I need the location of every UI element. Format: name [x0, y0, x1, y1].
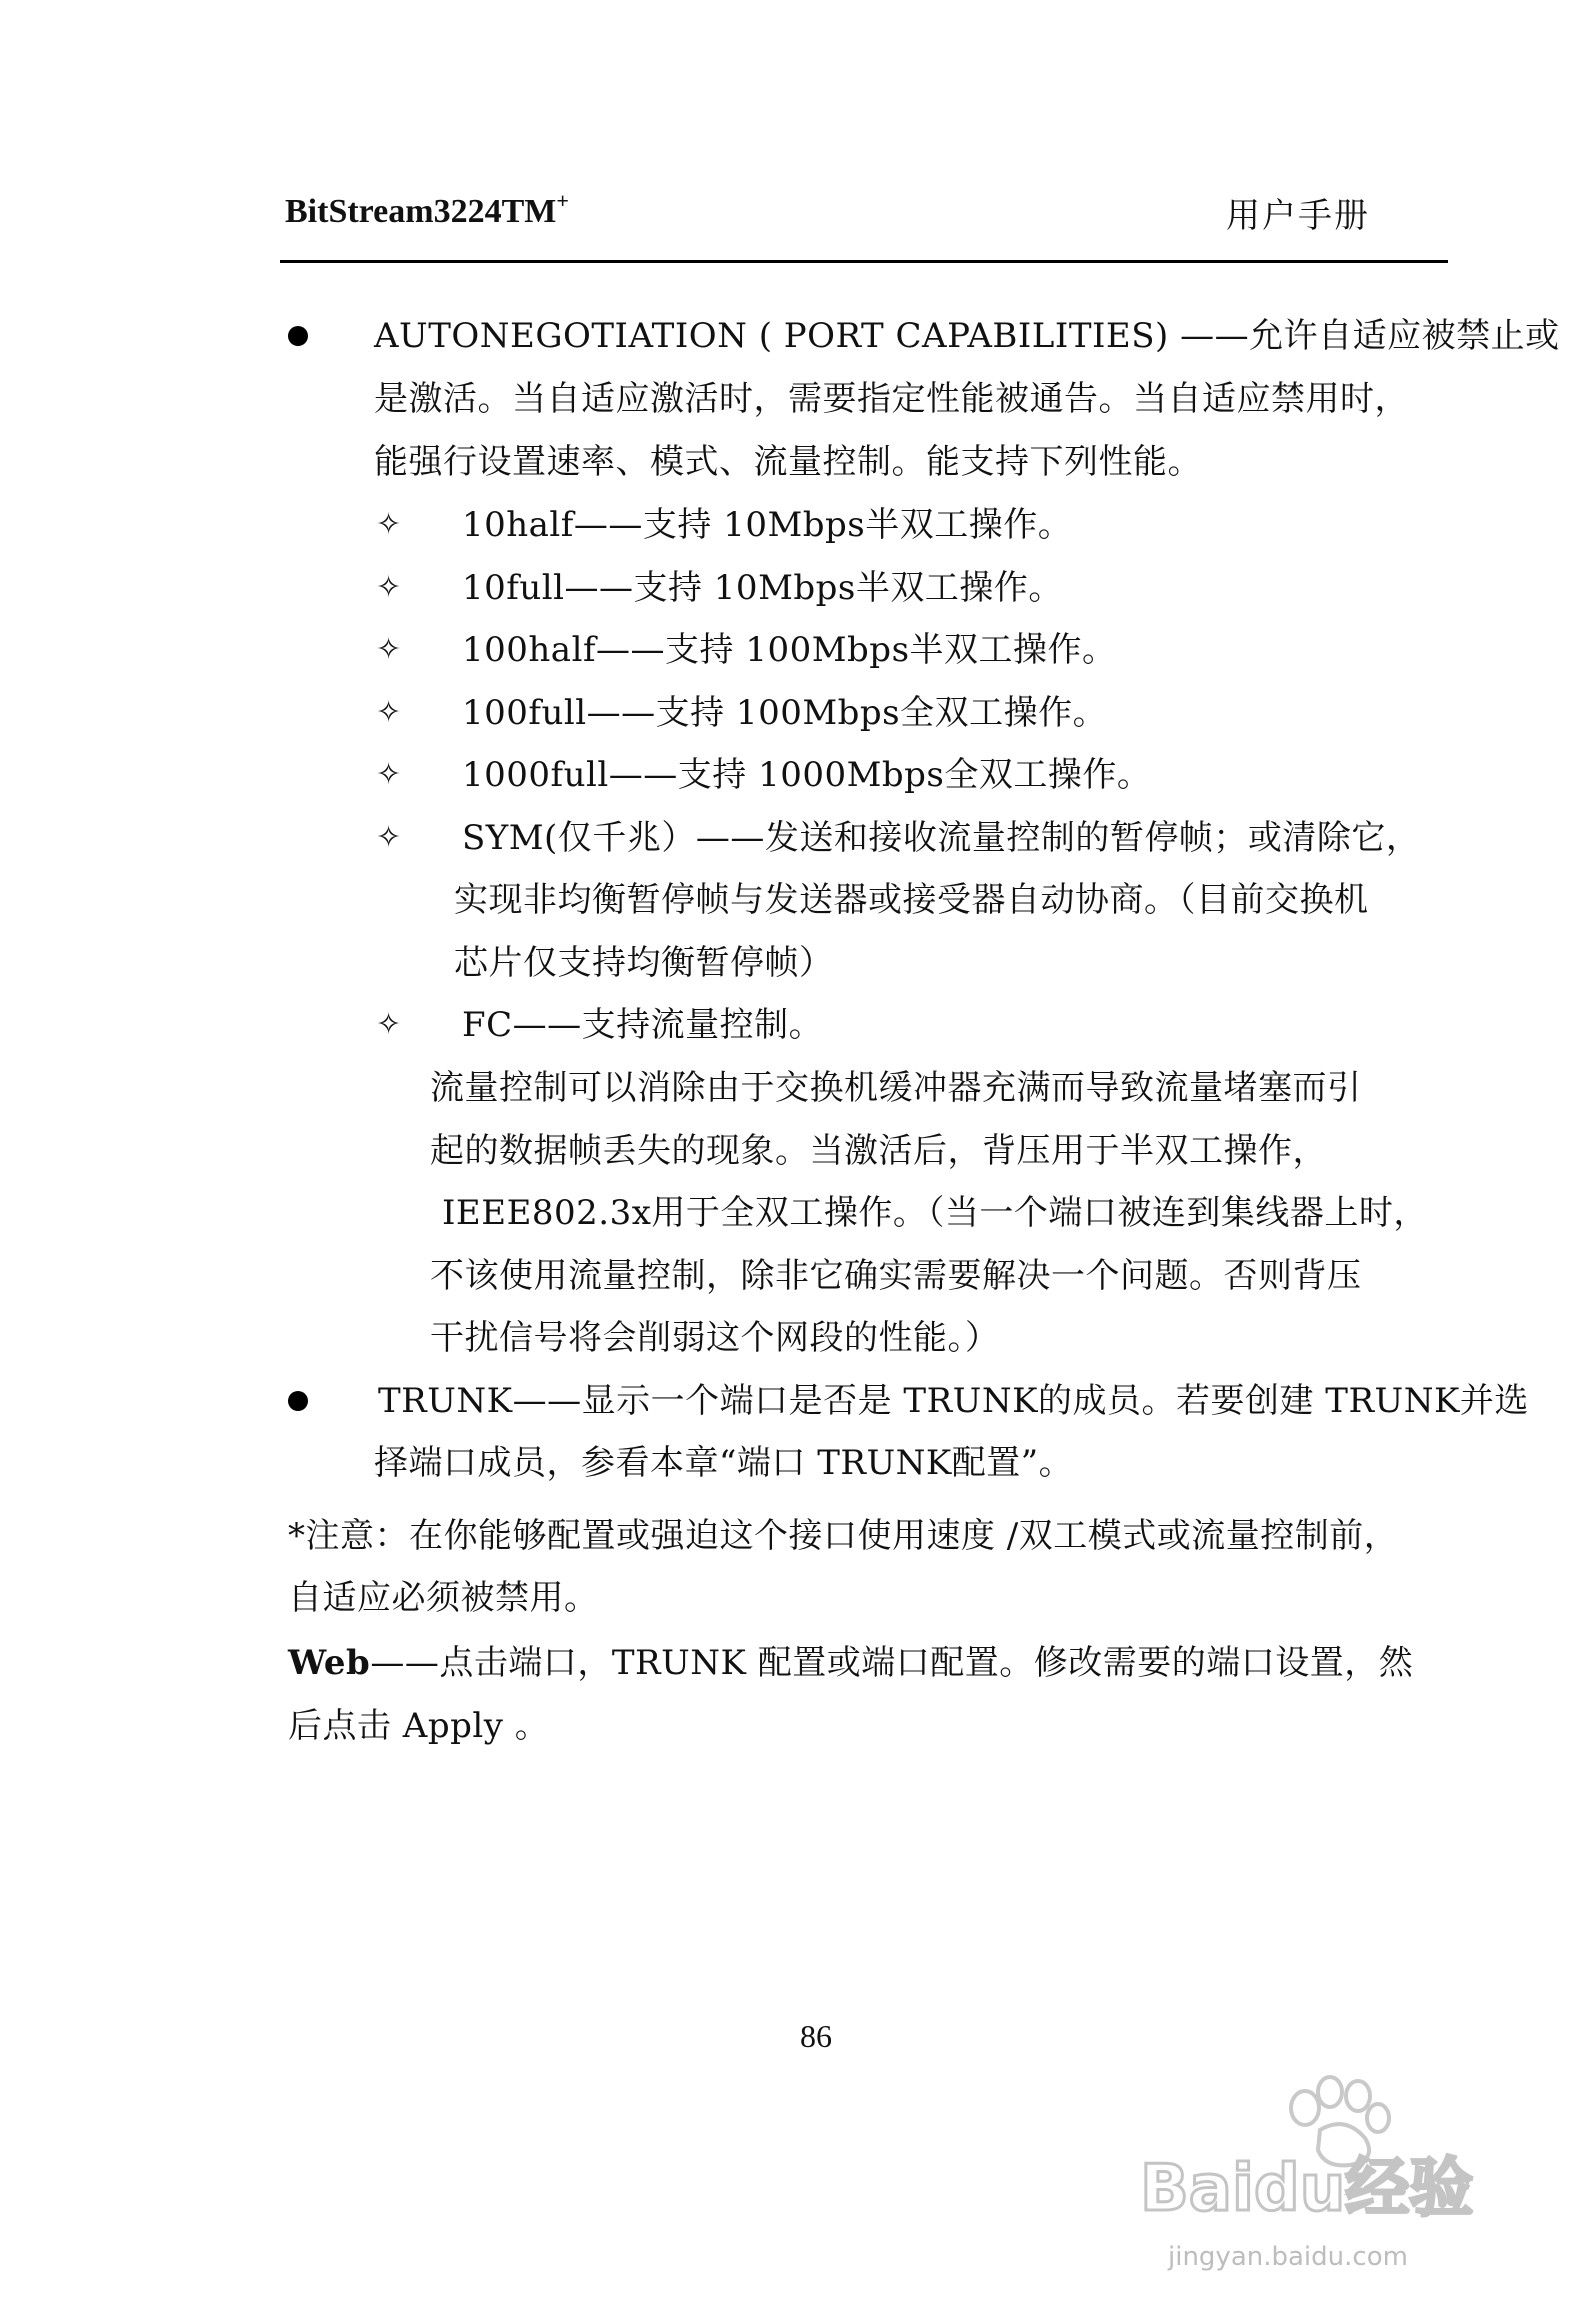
four-point-star-icon: ✧ — [376, 507, 402, 542]
capability-item-sym-line-2: 实现非均衡暂停帧与发送器或接受器自动协商。（目前交换机 — [454, 880, 1369, 920]
web-line-1-text: ——点击端口，TRUNK 配置或端口配置。修改需要的端口设置，然 — [370, 1643, 1414, 1683]
autoneg-line-2: 是激活。当自适应激活时，需要指定性能被通告。当自适应禁用时， — [374, 379, 1409, 419]
autoneg-line-3: 能强行设置速率、模式、流量控制。能支持下列性能。 — [374, 442, 1202, 482]
four-point-star-icon: ✧ — [376, 695, 402, 730]
trunk-line-1: TRUNK——显示一个端口是否是 TRUNK的成员。若要创建 TRUNK并选 — [378, 1381, 1529, 1421]
flow-control-line-3: IEEE802.3x用于全双工操作。（当一个端口被连到集线器上时， — [442, 1193, 1428, 1233]
capability-item: FC——支持流量控制。 — [462, 1005, 824, 1045]
capability-item-sym-line-3: 芯片仅支持均衡暂停帧） — [454, 943, 834, 983]
note-line-2: 自适应必须被禁用。 — [288, 1578, 599, 1618]
autoneg-line-1: AUTONEGOTIATION ( PORT CAPABILITIES) ——允许自适应被禁止或 — [374, 316, 1560, 356]
bullet-icon — [288, 326, 308, 346]
four-point-star-icon: ✧ — [376, 757, 402, 792]
flow-control-line-5: 干扰信号将会削弱这个网段的性能。） — [430, 1318, 1000, 1358]
capability-item-sym-line-1: SYM(仅千兆）——发送和接收流量控制的暂停帧；或清除它， — [462, 818, 1421, 858]
four-point-star-icon: ✧ — [376, 820, 402, 855]
page-number: 86 — [800, 2018, 832, 2054]
capability-item: 1000full——支持 1000Mbps全双工操作。 — [462, 755, 1152, 795]
four-point-star-icon: ✧ — [376, 632, 402, 667]
baidu-watermark-logo — [1120, 2060, 1500, 2280]
capability-item: 100full——支持 100Mbps全双工操作。 — [462, 693, 1108, 733]
capability-item: 10full——支持 10Mbps半双工操作。 — [462, 568, 1063, 608]
web-line-1 — [288, 1643, 1413, 1683]
trunk-line-2: 择端口成员，参看本章“端口 TRUNK配置”。 — [374, 1443, 1074, 1483]
document-title: BitStream3224TM+ — [285, 188, 569, 230]
web-label: Web — [288, 1643, 371, 1683]
four-point-star-icon: ✧ — [376, 570, 402, 605]
flow-control-line-2: 起的数据帧丢失的现象。当激活后，背压用于半双工操作， — [430, 1131, 1327, 1171]
capability-item: 100half——支持 100Mbps半双工操作。 — [462, 630, 1117, 670]
section-title: 用户手册 — [1226, 196, 1370, 236]
web-line-2: 后点击 Apply 。 — [288, 1706, 550, 1746]
note-line-1: *注意：在你能够配置或强迫这个接口使用速度 /双工模式或流量控制前， — [288, 1516, 1399, 1556]
four-point-star-icon: ✧ — [376, 1007, 402, 1042]
watermark-url: jingyan.baidu.com — [1168, 2242, 1408, 2272]
flow-control-line-1: 流量控制可以消除由于交换机缓冲器充满而导致流量堵塞而引 — [430, 1068, 1362, 1108]
capability-item: 10half——支持 10Mbps半双工操作。 — [462, 505, 1073, 545]
bullet-icon — [288, 1391, 308, 1411]
flow-control-line-4: 不该使用流量控制，除非它确实需要解决一个问题。否则背压 — [430, 1256, 1362, 1296]
watermark-brand: Baidu经验 — [1140, 2152, 1474, 2226]
header-divider — [280, 260, 1448, 263]
